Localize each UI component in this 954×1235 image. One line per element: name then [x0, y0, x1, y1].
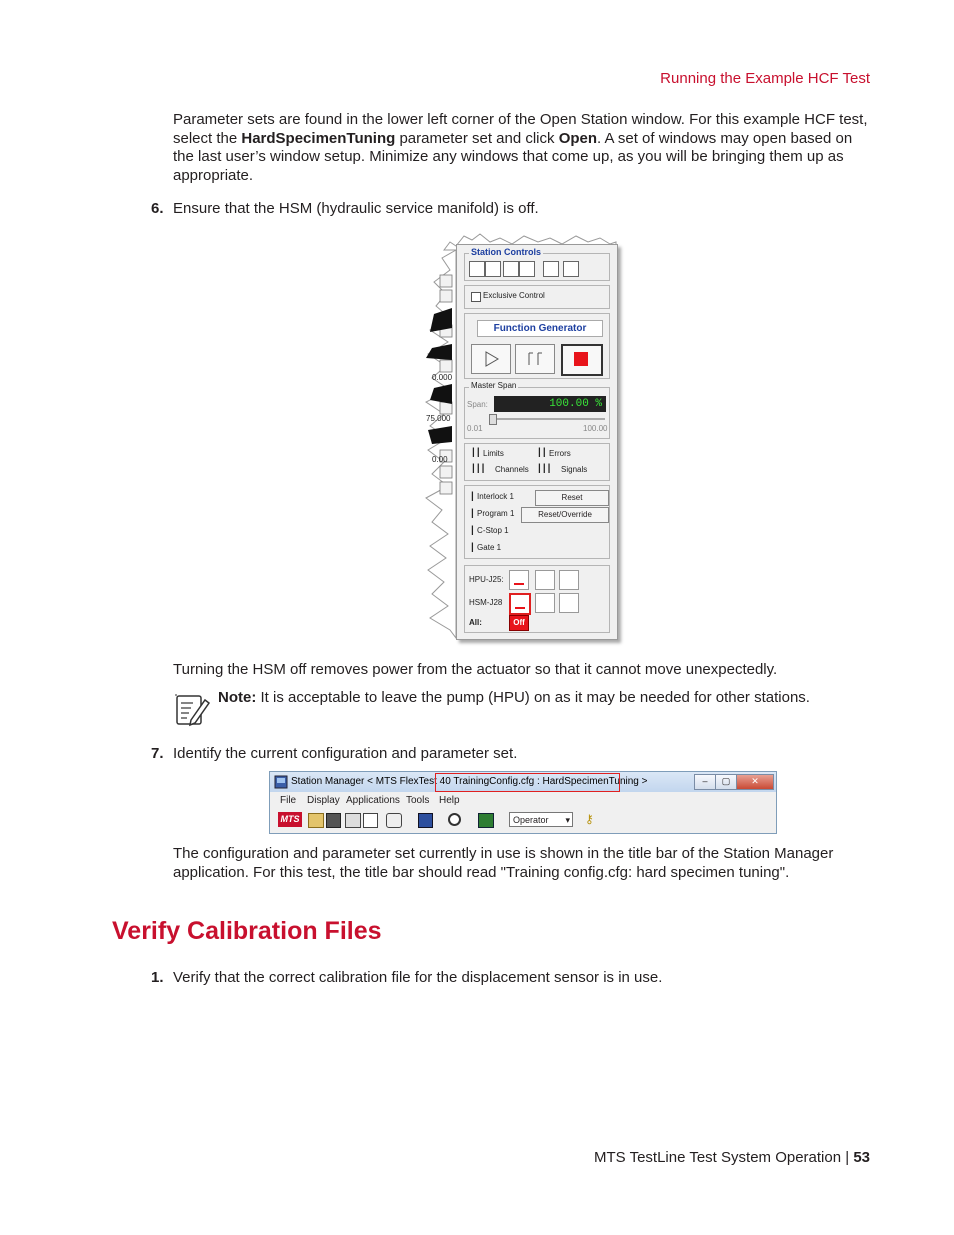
page-footer	[520, 1149, 870, 1166]
hpu-low-button[interactable]	[535, 570, 555, 590]
minimize-button[interactable]: ‒	[694, 774, 716, 790]
limits-label: Limits	[483, 449, 504, 458]
save-icon[interactable]	[326, 813, 341, 828]
signals-indicator-icon: ┃┃┃	[537, 464, 552, 473]
access-level-value: Operator	[513, 815, 549, 825]
mts-logo[interactable]: MTS	[278, 812, 302, 827]
span-slider-track[interactable]	[493, 418, 605, 420]
station-dropdown-icon[interactable]	[418, 813, 433, 828]
open-folder-icon[interactable]	[308, 813, 324, 828]
side-value-1: 75.000	[426, 414, 451, 423]
transfer-icon[interactable]	[543, 261, 559, 277]
errors-indicator-icon: ┃┃	[537, 448, 547, 457]
print-icon[interactable]	[345, 813, 361, 828]
channels-indicator-icon: ┃┃┃	[471, 464, 486, 473]
footer-text: MTS TestLine Test System Operation |	[594, 1149, 854, 1166]
close-button[interactable]: ✕	[736, 774, 774, 790]
window-title-config: TrainingConfig.cfg : HardSpecimenTuning >	[453, 776, 648, 787]
reset-override-button[interactable]: Reset/Override	[521, 507, 609, 523]
exclusive-control-checkbox[interactable]	[471, 292, 481, 302]
menu-tools[interactable]: Tools	[406, 795, 430, 806]
hpu-off-button[interactable]	[509, 570, 529, 590]
exclusive-control-group	[464, 285, 610, 309]
step-1-text: Verify that the correct calibration file for the displacement sensor is in use.	[173, 969, 663, 986]
function-generator-title[interactable]: Function Generator	[477, 320, 603, 337]
note-label: Note:	[218, 689, 257, 706]
running-head: Running the Example HCF Test	[660, 70, 870, 87]
intro-bold-parameter-set: HardSpecimenTuning	[241, 129, 396, 147]
meters-icon[interactable]	[519, 261, 535, 277]
errors-label: Errors	[549, 449, 571, 458]
cstop-text: C-Stop 1	[477, 526, 509, 535]
all-label: All:	[469, 618, 482, 627]
station-manager-explanation: The configuration and parameter set currently in use is shown in the title bar of the Station Manager application. For this test, the title bar should read "Training config.cfg: hard specimen tuning".	[173, 845, 834, 881]
chevron-down-icon: ▾	[565, 815, 570, 825]
master-span-title: Master Span	[471, 381, 517, 390]
interlock-text: Interlock 1	[477, 492, 514, 501]
station-controls-screenshot	[420, 230, 622, 642]
message-log-icon[interactable]	[478, 813, 494, 828]
page-number: 53	[853, 1149, 870, 1166]
access-level-select[interactable]	[509, 812, 573, 827]
step-7-number: 7.	[151, 745, 164, 762]
menu-bar	[270, 794, 776, 808]
channel-config-icon[interactable]	[503, 261, 519, 277]
note-pencil-icon	[173, 690, 211, 728]
program-text: Program 1	[477, 509, 515, 518]
preview-icon[interactable]	[363, 813, 378, 828]
menu-applications[interactable]: Applications	[346, 795, 400, 806]
intro-text-a: Parameter sets are found in the lower left corner of the Open Station window. For this example HCF test, select the	[173, 111, 868, 147]
cstop-label: ┃ C-Stop 1	[470, 526, 509, 535]
intro-bold-open: Open	[558, 129, 598, 147]
hsm-off-button[interactable]	[509, 593, 531, 615]
hpu-label: HPU-J25:	[469, 575, 504, 584]
span-max: 100.00	[583, 424, 608, 433]
span-readout: 100.00 %	[494, 396, 606, 412]
master-span-group	[464, 381, 610, 439]
interlock-label: ┃ Interlock 1	[470, 492, 514, 501]
intro-paragraph	[173, 111, 873, 185]
span-slider-thumb[interactable]	[489, 414, 497, 425]
section-title: Verify Calibration Files	[112, 917, 382, 945]
config-highlight-box	[435, 773, 620, 792]
hsm-low-button[interactable]	[535, 593, 555, 613]
clock-icon[interactable]	[448, 813, 461, 826]
station-manager-screenshot	[269, 771, 777, 834]
gate-text: Gate 1	[477, 543, 502, 552]
stop-icon	[563, 346, 599, 372]
limits-indicator-icon: ┃┃	[471, 448, 481, 457]
side-value-2: 0.00	[432, 455, 448, 464]
hsm-high-button[interactable]	[559, 593, 579, 613]
note-text	[218, 689, 878, 708]
station-manager-app-icon	[274, 775, 288, 789]
function-generator-group	[464, 313, 610, 379]
menu-file[interactable]: File	[280, 795, 297, 806]
side-value-0: 0.000	[432, 373, 453, 382]
program-label: ┃ Program 1	[470, 509, 515, 518]
hsm-label: HSM-J28	[469, 598, 503, 607]
pause-icon	[516, 345, 554, 373]
list-icon[interactable]	[563, 261, 579, 277]
interlocks-group	[464, 485, 610, 559]
key-icon[interactable]: ⚷	[585, 812, 594, 826]
hpu-high-button[interactable]	[559, 570, 579, 590]
step-6-number: 6.	[151, 200, 164, 217]
station-controls-panel	[456, 244, 618, 640]
menu-display[interactable]: Display	[307, 795, 340, 806]
hold-button[interactable]	[515, 344, 555, 374]
intro-text-b: parameter set and click	[395, 129, 559, 147]
toolbar	[270, 810, 776, 832]
station-record-icon[interactable]	[469, 261, 485, 277]
step-6-text: Ensure that the HSM (hydraulic service manifold) is off.	[173, 200, 539, 217]
stop-button[interactable]	[561, 344, 603, 376]
intro-text-c: . A set of windows may open based on the last user’s window setup. Minimize any windows that come up, as you will be bringing them up as appropriate.	[173, 129, 853, 184]
span-label: Span:	[467, 400, 488, 409]
signals-label: Signals	[561, 465, 588, 474]
span-min: 0.01	[467, 424, 483, 433]
hsm-explanation: Turning the HSM off removes power from the actuator so that it cannot move unexpectedly.	[173, 661, 778, 678]
window-title-prefix: Station Manager < MTS FlexTest 40	[291, 776, 454, 787]
play-icon	[472, 345, 510, 373]
indicators-group	[464, 443, 610, 481]
menu-help[interactable]: Help	[439, 795, 460, 806]
hydraulics-group	[464, 565, 610, 633]
gate-label: ┃ Gate 1	[470, 543, 502, 552]
reset-button[interactable]: Reset	[535, 490, 609, 506]
station-controls-toolbar-group	[464, 247, 610, 281]
step-7-text: Identify the current configuration and parameter set.	[173, 745, 518, 762]
run-button[interactable]	[471, 344, 511, 374]
exclusive-control-label: Exclusive Control	[483, 291, 545, 300]
signal-scope-icon[interactable]	[485, 261, 501, 277]
station-manager-title-bar	[270, 772, 776, 792]
maximize-button[interactable]: ▢	[715, 774, 737, 790]
note-body: It is acceptable to leave the pump (HPU) on as it may be needed for other stations.	[256, 689, 810, 706]
tools-dropdown-icon[interactable]	[386, 813, 402, 828]
channels-label: Channels	[495, 465, 529, 474]
station-controls-title: Station Controls	[471, 247, 541, 257]
all-off-button[interactable]: Off	[509, 615, 529, 631]
step-1-number: 1.	[151, 969, 164, 986]
